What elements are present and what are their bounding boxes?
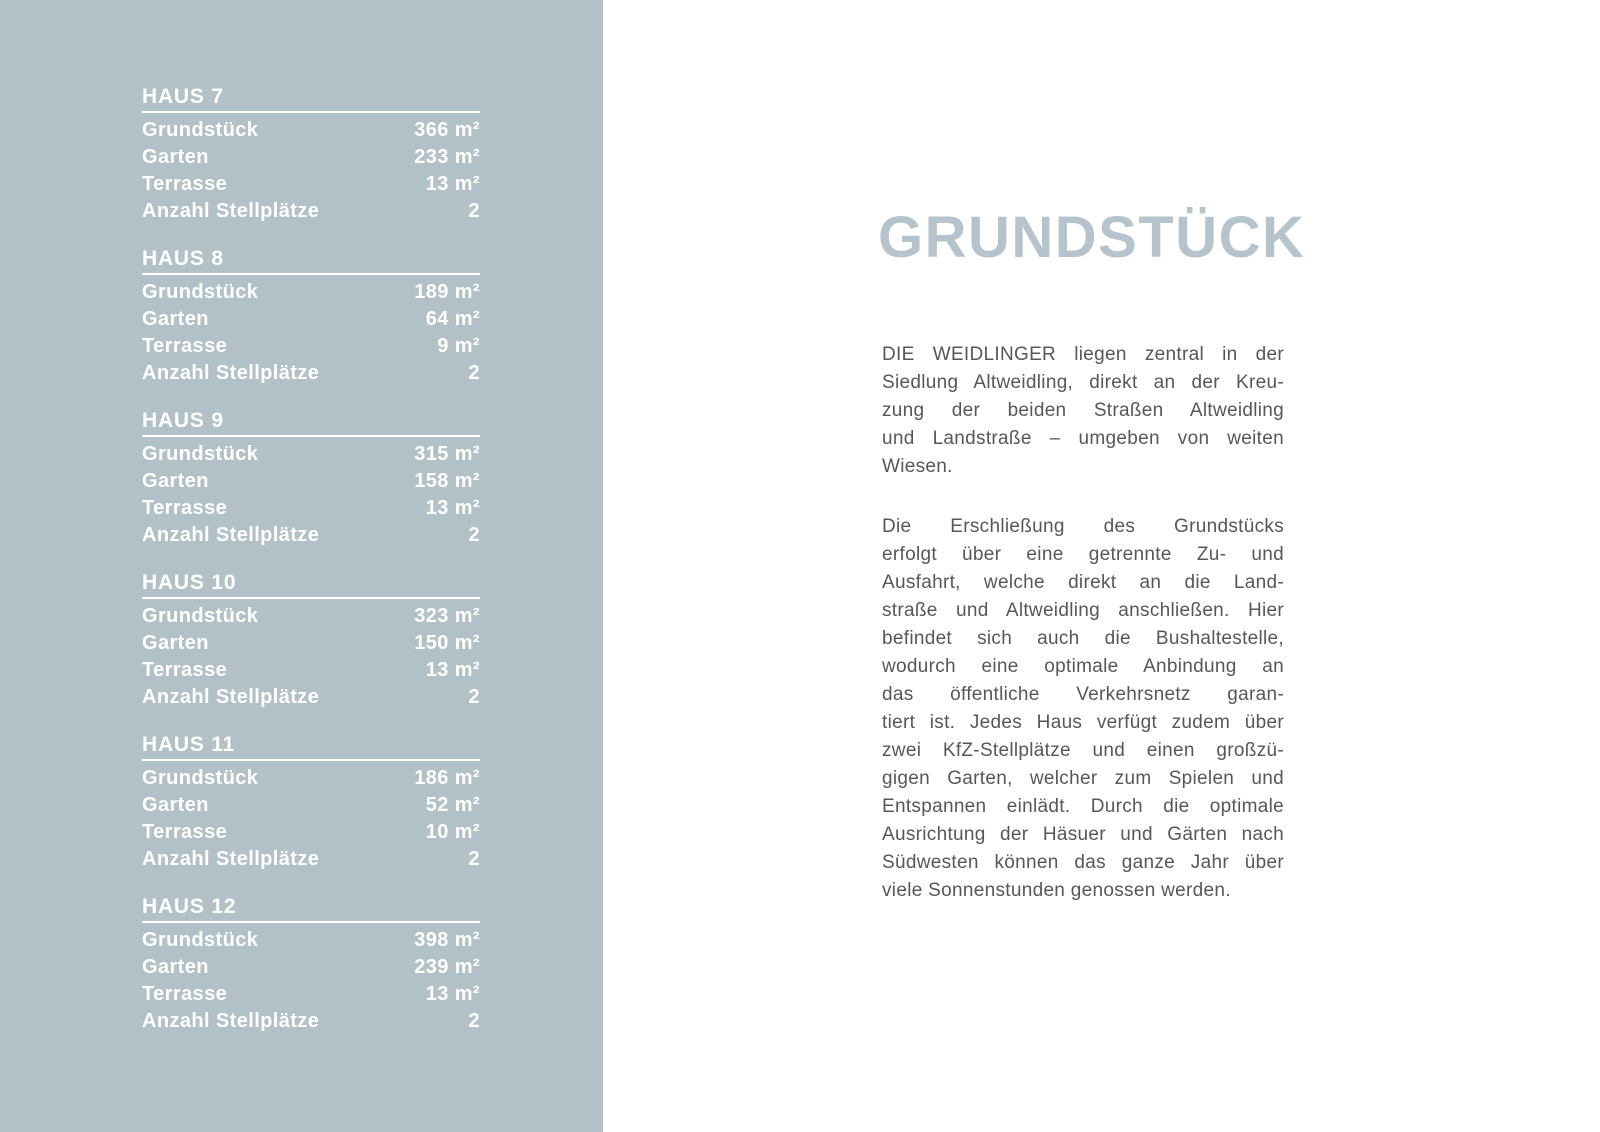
spec-label: Terrasse [142, 983, 228, 1005]
house-name: HAUS 7 [142, 86, 480, 113]
spec-value: 239 m² [414, 956, 480, 978]
spec-label: Garten [142, 794, 209, 816]
spec-value: 398 m² [414, 929, 480, 951]
spec-row [142, 360, 480, 387]
spec-value: 315 m² [414, 443, 480, 465]
text-line: viele Sonnenstunden genossen werden. [882, 880, 1231, 901]
text-line: tiert ist. Jedes Haus verfügt zudem über [882, 712, 1284, 733]
text-line: Ausfahrt, welche direkt an die Land- [882, 572, 1284, 593]
text-line: Entspannen einlädt. Durch die optimale [882, 796, 1284, 817]
spec-value: 189 m² [414, 281, 480, 303]
spec-label: Grundstück [142, 281, 259, 303]
text-line: straße und Altweidling anschließen. Hier [882, 600, 1284, 621]
spec-row [142, 495, 480, 522]
spec-label: Terrasse [142, 173, 228, 195]
spec-value: 9 m² [437, 335, 480, 357]
spec-label: Anzahl Stellplätze [142, 200, 320, 222]
spec-value: 2 [468, 362, 480, 384]
text-line: wodurch eine optimale Anbindung an [882, 656, 1284, 677]
spec-value: 13 m² [425, 173, 480, 195]
spec-row [142, 441, 480, 468]
spec-value: 233 m² [414, 146, 480, 168]
spec-value: 13 m² [425, 983, 480, 1005]
spec-label: Garten [142, 956, 209, 978]
text-line: Die Erschließung des Grundstücks [882, 516, 1284, 537]
spec-label: Grundstück [142, 767, 259, 789]
spec-row [142, 198, 480, 225]
spec-row [142, 171, 480, 198]
text-line: und Landstraße – umgeben von weiten [882, 428, 1284, 449]
spec-row [142, 657, 480, 684]
spec-row [142, 927, 480, 954]
spec-label: Anzahl Stellplätze [142, 686, 320, 708]
spec-value: 2 [468, 686, 480, 708]
spec-row [142, 954, 480, 981]
spec-value: 2 [468, 1010, 480, 1032]
spec-label: Garten [142, 470, 209, 492]
paragraph-1 [882, 341, 1284, 481]
house-block [142, 86, 480, 225]
spec-value: 64 m² [425, 308, 480, 330]
spec-value: 2 [468, 524, 480, 546]
text-line: das öffentliche Verkehrsnetz garan- [882, 684, 1284, 705]
spec-value: 366 m² [414, 119, 480, 141]
spec-row [142, 684, 480, 711]
spec-value: 2 [468, 848, 480, 870]
spec-row [142, 846, 480, 873]
text-line: gigen Garten, welcher zum Spielen und [882, 768, 1284, 789]
spec-value: 13 m² [425, 659, 480, 681]
spec-row [142, 1008, 480, 1035]
house-block [142, 896, 480, 1035]
house-name: HAUS 8 [142, 248, 480, 275]
text-line: Ausrichtung der Häsuer und Gärten nach [882, 824, 1284, 845]
spec-label: Terrasse [142, 821, 228, 843]
house-name: HAUS 11 [142, 734, 480, 761]
spec-row [142, 981, 480, 1008]
spec-label: Garten [142, 146, 209, 168]
house-name: HAUS 10 [142, 572, 480, 599]
spec-label: Garten [142, 632, 209, 654]
spec-row [142, 117, 480, 144]
page-title: GRUNDSTÜCK [878, 205, 1306, 270]
spec-row [142, 522, 480, 549]
text-line: befindet sich auch die Bushaltestelle, [882, 628, 1284, 649]
spec-value: 186 m² [414, 767, 480, 789]
text-line: Südwesten können das ganze Jahr über [882, 852, 1284, 873]
spec-label: Grundstück [142, 443, 259, 465]
spec-value: 158 m² [414, 470, 480, 492]
spec-row [142, 765, 480, 792]
text-line: Siedlung Altweidling, direkt an der Kreu- [882, 372, 1284, 393]
spec-label: Grundstück [142, 929, 259, 951]
spec-label: Terrasse [142, 659, 228, 681]
spec-label: Anzahl Stellplätze [142, 362, 320, 384]
spec-value: 323 m² [414, 605, 480, 627]
house-block [142, 572, 480, 711]
house-name: HAUS 12 [142, 896, 480, 923]
house-block [142, 410, 480, 549]
spec-label: Anzahl Stellplätze [142, 524, 320, 546]
spec-row [142, 306, 480, 333]
spec-label: Grundstück [142, 605, 259, 627]
spec-label: Anzahl Stellplätze [142, 848, 320, 870]
text-line: erfolgt über eine getrennte Zu- und [882, 544, 1284, 565]
spec-row [142, 819, 480, 846]
spec-value: 10 m² [425, 821, 480, 843]
house-block [142, 248, 480, 387]
spec-row [142, 603, 480, 630]
spec-value: 52 m² [425, 794, 480, 816]
text-line: zung der beiden Straßen Altweidling [882, 400, 1284, 421]
spec-value: 150 m² [414, 632, 480, 654]
spec-row [142, 279, 480, 306]
spec-row [142, 144, 480, 171]
spec-row [142, 468, 480, 495]
spec-label: Anzahl Stellplätze [142, 1010, 320, 1032]
spec-row [142, 630, 480, 657]
house-block [142, 734, 480, 873]
spec-label: Grundstück [142, 119, 259, 141]
body-copy [882, 341, 1284, 905]
spec-row [142, 792, 480, 819]
spec-label: Terrasse [142, 335, 228, 357]
house-list [142, 86, 480, 1058]
spec-row [142, 333, 480, 360]
spec-label: Garten [142, 308, 209, 330]
house-name: HAUS 9 [142, 410, 480, 437]
paragraph-2 [882, 513, 1284, 905]
text-line: DIE WEIDLINGER liegen zentral in der [882, 344, 1284, 365]
house-spec-panel [0, 0, 603, 1132]
spec-value: 13 m² [425, 497, 480, 519]
text-line: zwei KfZ-Stellplätze und einen großzü- [882, 740, 1284, 761]
text-line: Wiesen. [882, 456, 953, 477]
spec-value: 2 [468, 200, 480, 222]
spec-label: Terrasse [142, 497, 228, 519]
